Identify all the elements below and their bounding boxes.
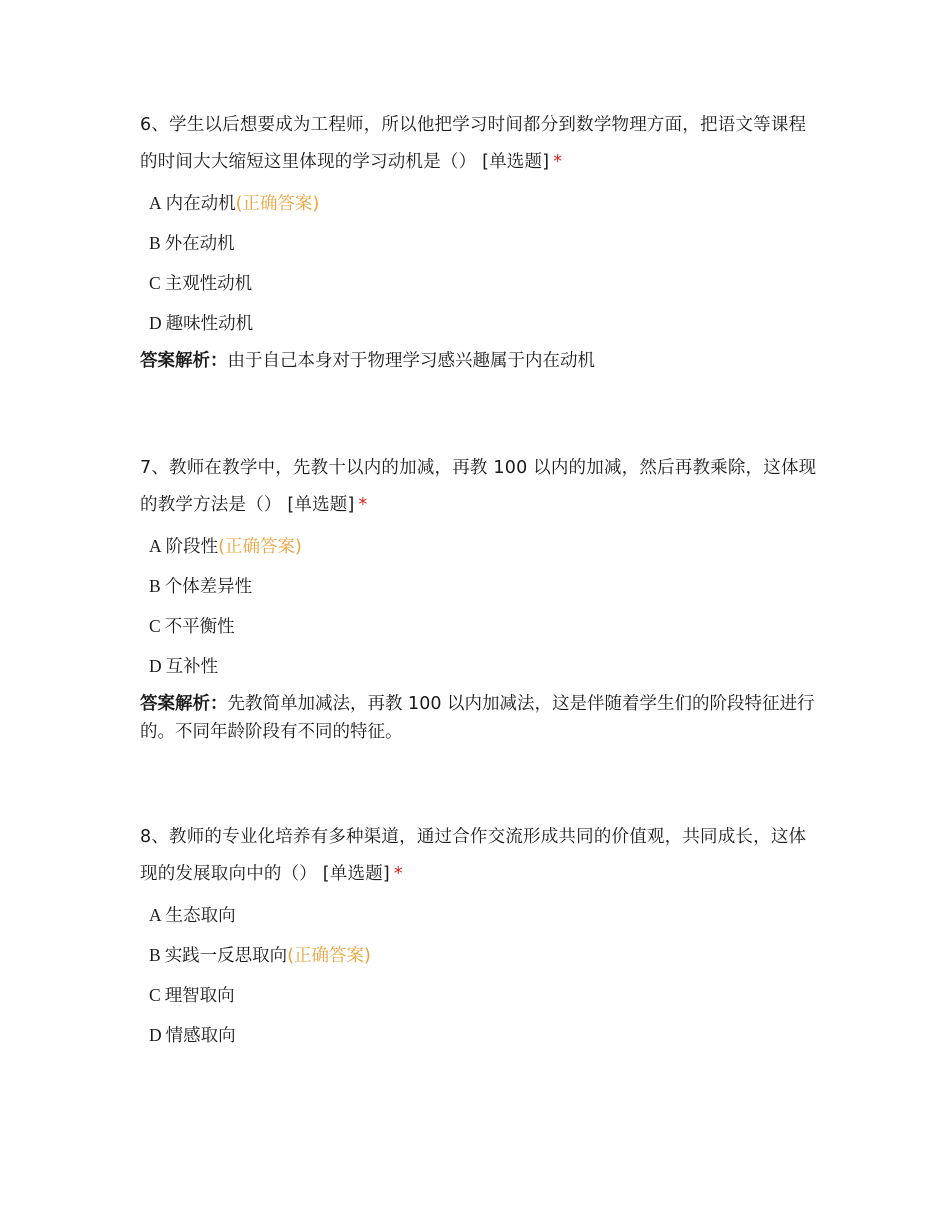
option-letter: B [149,576,161,596]
option-text: 情感取向 [165,1026,236,1046]
option-d[interactable] [140,652,820,692]
option-c[interactable] [140,612,820,652]
option-list [140,901,820,1061]
required-marker: * [393,864,403,884]
option-c[interactable] [140,981,820,1021]
required-marker: * [358,495,368,515]
option-text: 实践一反思取向 [164,946,288,966]
option-b[interactable] [140,572,820,612]
analysis-label: 答案解析： [140,694,228,714]
option-c[interactable] [140,269,820,309]
question-text: 8、教师的专业化培养有多种渠道，通过合作交流形成共同的价值观，共同成长，这体现的发展取向中的（） [140,827,807,884]
question-text: 6、学生以后想要成为工程师，所以他把学习时间都分到数学物理方面，把语文等课程的时间大大缩短这里体现的学习动机是（） [140,115,807,172]
option-letter: A [149,193,162,213]
option-a[interactable] [140,901,820,941]
correct-answer-tag: (正确答案) [287,946,371,966]
option-letter: D [149,313,162,333]
option-text: 阶段性 [165,537,219,557]
option-letter: D [149,656,162,676]
option-text: 个体差异性 [164,577,253,597]
analysis-label: 答案解析： [140,351,228,371]
answer-analysis [140,690,820,746]
question-8 [140,819,820,1061]
option-d[interactable] [140,1021,820,1061]
option-b[interactable] [140,229,820,269]
option-d[interactable] [140,309,820,349]
option-text: 理智取向 [164,986,235,1006]
question-stem [140,450,820,524]
option-letter: D [149,1025,162,1045]
option-a[interactable] [140,189,820,229]
question-text: 7、教师在教学中，先教十以内的加减，再教 100 以内的加减，然后再教乘除，这体现的教学方法是（） [140,458,817,515]
option-letter: A [149,905,162,925]
option-a[interactable] [140,532,820,572]
analysis-text: 先教简单加减法，再教 100 以内加减法，这是伴随着学生们的阶段特征进行的。不同年龄阶段有不同的特征。 [140,694,815,742]
answer-analysis [140,347,820,375]
question-stem [140,107,820,181]
option-text: 外在动机 [164,234,235,254]
required-marker: * [553,152,563,172]
option-text: 不平衡性 [164,617,235,637]
analysis-text: 由于自己本身对于物理学习感兴趣属于内在动机 [227,351,595,371]
option-text: 主观性动机 [164,274,253,294]
option-text: 内在动机 [165,194,236,214]
option-text: 趣味性动机 [165,314,254,334]
option-letter: C [149,616,161,636]
question-6 [140,107,820,375]
option-list [140,189,820,349]
option-b[interactable] [140,941,820,981]
option-letter: A [149,536,162,556]
option-letter: C [149,985,161,1005]
option-letter: B [149,945,161,965]
option-list [140,532,820,692]
question-stem [140,819,820,893]
option-letter: C [149,273,161,293]
question-7 [140,450,820,746]
correct-answer-tag: (正确答案) [218,537,302,557]
question-type: [单选题] [287,495,355,515]
option-text: 互补性 [165,657,219,677]
question-type: [单选题] [322,864,390,884]
option-text: 生态取向 [165,906,236,926]
question-type: [单选题] [482,152,550,172]
correct-answer-tag: (正确答案) [235,194,320,214]
option-letter: B [149,233,161,253]
